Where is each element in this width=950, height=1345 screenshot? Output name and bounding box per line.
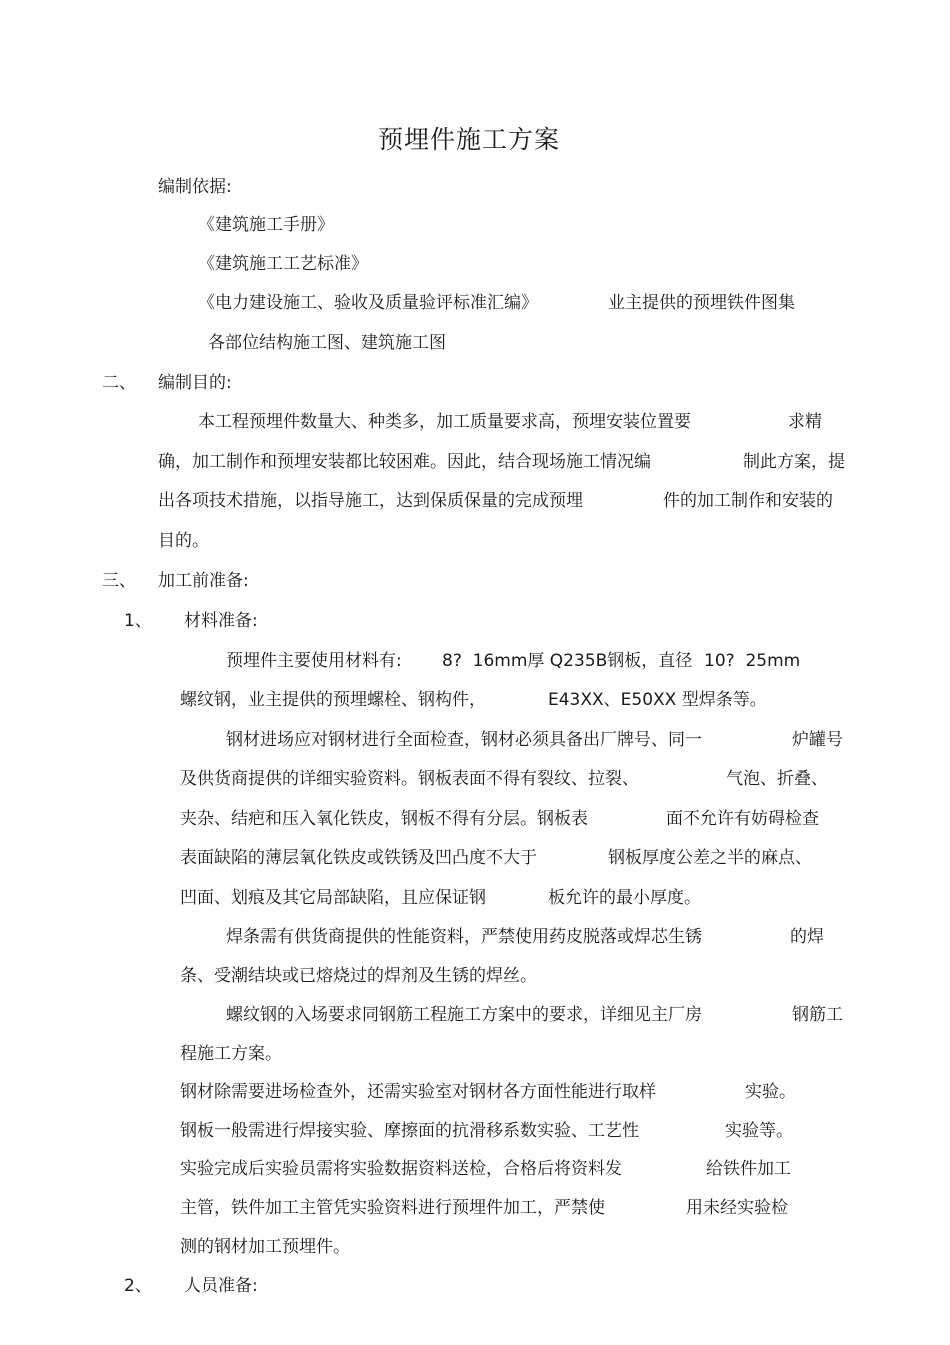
paragraph-line: 预埋件主要使用材料有: <box>226 651 402 671</box>
reference-item: 各部位结构施工图、建筑施工图 <box>208 333 446 353</box>
paragraph-line: 10? 25mm <box>704 651 801 671</box>
paragraph-line: 及供货商提供的详细实验资料。钢板表面不得有裂纹、拉裂、 <box>180 769 639 789</box>
paragraph-line: 出各项技术措施，以指导施工，达到保质保量的完成预埋 <box>158 491 583 511</box>
section-heading: 加工前准备: <box>158 571 249 591</box>
paragraph-line: 用未经实验检 <box>686 1198 788 1218</box>
subsection-number: 1、 <box>124 611 152 631</box>
paragraph-line: 钢材进场应对钢材进行全面检查，钢材必须具备出厂牌号、同一 <box>226 730 702 750</box>
section-heading: 编制目的: <box>158 373 232 393</box>
basis-label: 编制依据: <box>158 177 232 197</box>
paragraph-line: 钢板厚度公差之半的麻点、 <box>608 848 812 868</box>
paragraph-line: 表面缺陷的薄层氧化铁皮或铁锈及凹凸度不大于 <box>180 848 537 868</box>
paragraph-line: 炉罐号 <box>792 730 843 750</box>
paragraph-line: 气泡、折叠、 <box>726 769 828 789</box>
paragraph-line: 实验完成后实验员需将实验数据资料送检，合格后将资料发 <box>180 1159 622 1179</box>
paragraph-line: 程施工方案。 <box>180 1044 282 1064</box>
paragraph-line: 凹面、划痕及其它局部缺陷，且应保证钢 <box>180 888 486 908</box>
subsection-number: 2、 <box>124 1276 152 1296</box>
reference-item: 《建筑施工手册》 <box>198 215 334 235</box>
paragraph-line: 螺纹钢的入场要求同钢筋工程施工方案中的要求，详细见主厂房 <box>226 1005 702 1025</box>
reference-item: 《建筑施工工艺标准》 <box>198 254 368 274</box>
paragraph-line: 求精 <box>788 412 822 432</box>
paragraph-line: 确，加工制作和预埋安装都比较困难。因此，结合现场施工情况编 <box>158 452 651 472</box>
paragraph-line: 本工程预埋件数量大、种类多，加工质量要求高，预埋安装位置要 <box>198 412 691 432</box>
paragraph-line: 的焊 <box>790 927 824 947</box>
paragraph-line: 目的。 <box>158 531 209 551</box>
paragraph-line: 实验等。 <box>725 1121 793 1141</box>
document-title: 预埋件施工方案 <box>378 125 561 154</box>
paragraph-line: 实验。 <box>745 1082 796 1102</box>
paragraph-line: 钢板一般需进行焊接实验、摩擦面的抗滑移系数实验、工艺性 <box>180 1121 639 1141</box>
section-number: 三、 <box>102 571 136 591</box>
paragraph-line: 焊条需有供货商提供的性能资料，严禁使用药皮脱落或焊芯生锈 <box>226 927 702 947</box>
paragraph-line: E43XX、E50XX 型焊条等。 <box>548 690 767 710</box>
paragraph-line: 8? 16mm厚 Q235B钢板，直径 <box>442 651 693 671</box>
subsection-heading: 材料准备: <box>184 611 258 631</box>
reference-item: 《电力建设施工、验收及质量验评标准汇编》 <box>198 293 538 313</box>
paragraph-line: 板允许的最小厚度。 <box>548 888 701 908</box>
paragraph-line: 件的加工制作和安装的 <box>663 491 833 511</box>
reference-item: 业主提供的预埋铁件图集 <box>608 293 795 313</box>
paragraph-line: 钢筋工 <box>792 1005 843 1025</box>
paragraph-line: 钢材除需要进场检查外，还需实验室对钢材各方面性能进行取样 <box>180 1082 656 1102</box>
paragraph-line: 给铁件加工 <box>706 1159 791 1179</box>
paragraph-line: 螺纹钢，业主提供的预埋螺栓、钢构件， <box>180 690 486 710</box>
subsection-heading: 人员准备: <box>184 1276 258 1296</box>
paragraph-line: 主管，铁件加工主管凭实验资料进行预埋件加工，严禁使 <box>180 1198 605 1218</box>
paragraph-line: 面不允许有妨碍检查 <box>666 809 819 829</box>
paragraph-line: 测的钢材加工预埋件。 <box>180 1237 350 1257</box>
paragraph-line: 夹杂、结疤和压入氧化铁皮，钢板不得有分层。钢板表 <box>180 809 588 829</box>
paragraph-line: 制此方案，提 <box>743 452 845 472</box>
section-number: 二、 <box>102 373 136 393</box>
paragraph-line: 条、受潮结块或已熔烧过的焊剂及生锈的焊丝。 <box>180 966 537 986</box>
